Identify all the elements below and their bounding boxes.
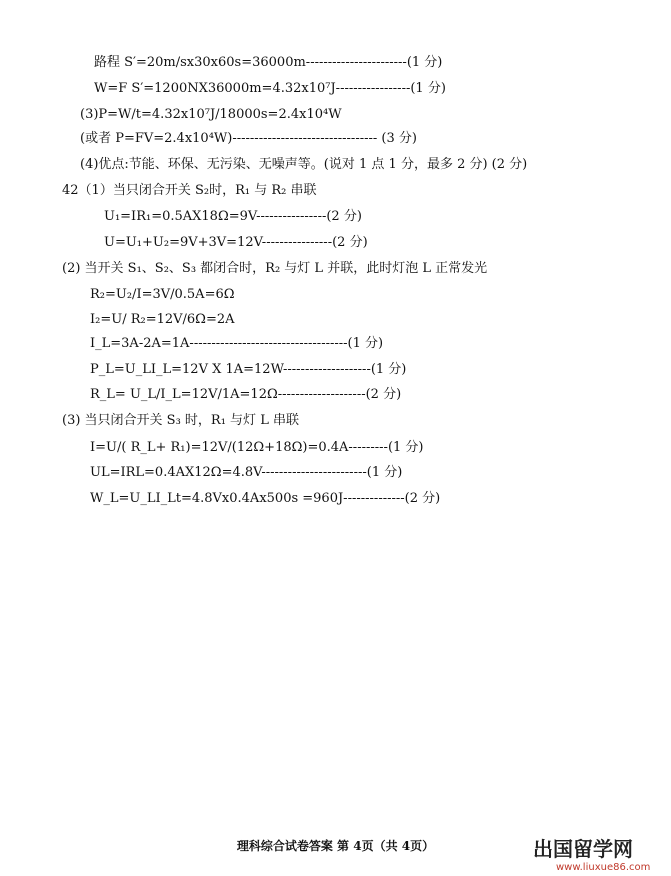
question-42-part1: 42（1）当只闭合开关 S₂时，R₁ 与 R₂ 串联 (62, 183, 317, 198)
answer-line-i2: I₂=U/ R₂=12V/6Ω=2A (90, 312, 235, 327)
page-footer: 理科综合试卷答案 第 4页（共 4页） (236, 839, 435, 853)
answer-line-route: 路程 S′=20m/sx30x60s=36000m-----------------------(1 分) (94, 55, 443, 70)
answer-line-u1: U₁=IR₁=0.5AX18Ω=9V----------------(2 分) (104, 209, 362, 224)
answer-line-advantages: (4)优点:节能、环保、无污染、无噪声等。(说对 1 点 1 分，最多 2 分) (2 分) (80, 157, 528, 172)
question-42-part2: (2) 当开关 S₁、S₂、S₃ 都闭合时，R₂ 与灯 L 并联，此时灯泡 L 正常发光 (62, 261, 488, 276)
watermark-brand: 出国留学网 (533, 837, 633, 861)
answer-line-il: I_L=3A-2A=1A------------------------------------(1 分) (90, 336, 384, 351)
watermark-url: www.liuxue86.com (556, 862, 651, 873)
question-42-part3: (3) 当只闭合开关 S₃ 时，R₁ 与灯 L 串联 (62, 413, 299, 428)
answer-line-wl: W_L=U_LI_Lt=4.8Vx0.4Ax500s =960J--------------(2 分) (90, 491, 441, 506)
answer-line-ul: UL=IRL=0.4AX12Ω=4.8V------------------------(1 分) (90, 465, 403, 480)
answer-line-pl: P_L=U_LI_L=12V X 1A=12W--------------------(1 分) (90, 362, 407, 377)
answer-line-power: (3)P=W/t=4.32x10⁷J/18000s=2.4x10⁴W (80, 107, 342, 122)
answer-line-rl: R_L= U_L/I_L=12V/1A=12Ω--------------------(2 分) (90, 387, 402, 402)
answer-line-work: W=F S′=1200NX36000m=4.32x10⁷J-----------------(1 分) (94, 81, 446, 96)
answer-line-power-alt: (或者 P=FV=2.4x10⁴W)--------------------------------- (3 分) (80, 131, 417, 146)
answer-line-current: I=U/( R_L+ R₁)=12V/(12Ω+18Ω)=0.4A---------(1 分) (90, 440, 424, 455)
answer-line-r2: R₂=U₂/I=3V/0.5A=6Ω (90, 287, 235, 302)
answer-line-u-total: U=U₁+U₂=9V+3V=12V----------------(2 分) (104, 235, 368, 250)
